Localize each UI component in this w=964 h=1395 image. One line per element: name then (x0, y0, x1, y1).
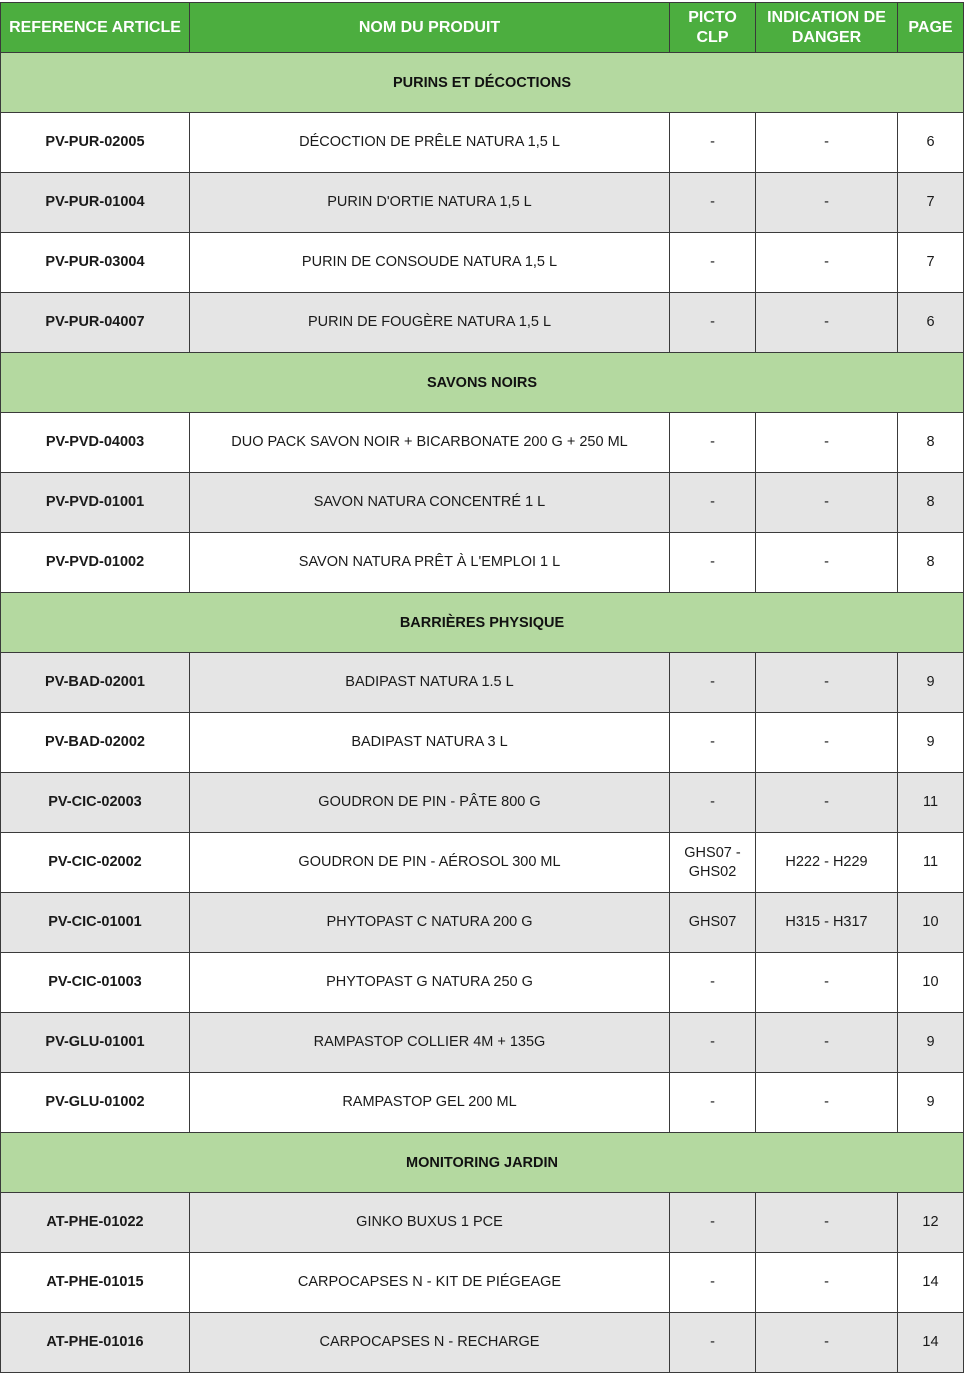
danger-indication-cell: - (756, 1253, 898, 1313)
danger-indication-cell: - (756, 773, 898, 833)
reference-cell: AT-PHE-01022 (1, 1193, 190, 1253)
header-reference: REFERENCE ARTICLE (1, 3, 190, 53)
reference-cell: PV-PVD-01002 (1, 533, 190, 593)
picto-clp-cell: - (670, 413, 756, 473)
product-name-cell: SAVON NATURA CONCENTRÉ 1 L (190, 473, 670, 533)
product-name-cell: CARPOCAPSES N - RECHARGE (190, 1313, 670, 1373)
page-cell: 14 (898, 1313, 964, 1373)
product-name-cell: GINKO BUXUS 1 PCE (190, 1193, 670, 1253)
product-name-cell: RAMPASTOP COLLIER 4M + 135G (190, 1013, 670, 1073)
section-title: BARRIÈRES PHYSIQUE (1, 593, 964, 653)
reference-cell: AT-PHE-01015 (1, 1253, 190, 1313)
product-name-cell: PHYTOPAST G NATURA 250 G (190, 953, 670, 1013)
danger-indication-cell: - (756, 113, 898, 173)
picto-clp-cell: - (670, 113, 756, 173)
product-name-cell: PHYTOPAST C NATURA 200 G (190, 893, 670, 953)
product-name-cell: CARPOCAPSES N - KIT DE PIÉGEAGE (190, 1253, 670, 1313)
table-header (1, 3, 964, 53)
picto-clp-cell: GHS07 - GHS02 (670, 833, 756, 893)
section-row (1, 353, 964, 413)
header-danger-indication: INDICATION DE DANGER (756, 3, 898, 53)
page-cell: 8 (898, 473, 964, 533)
product-name-cell: BADIPAST NATURA 1.5 L (190, 653, 670, 713)
page-cell: 10 (898, 893, 964, 953)
page-cell: 10 (898, 953, 964, 1013)
page-cell: 7 (898, 173, 964, 233)
reference-cell: PV-PVD-01001 (1, 473, 190, 533)
table-row (1, 293, 964, 353)
header-product-name: NOM DU PRODUIT (190, 3, 670, 53)
page-cell: 9 (898, 1013, 964, 1073)
picto-clp-cell: - (670, 1193, 756, 1253)
danger-indication-cell: - (756, 713, 898, 773)
page-cell: 6 (898, 293, 964, 353)
page-cell: 9 (898, 713, 964, 773)
table-row (1, 833, 964, 893)
picto-clp-cell: - (670, 713, 756, 773)
reference-cell: PV-CIC-02002 (1, 833, 190, 893)
product-name-cell: RAMPASTOP GEL 200 ML (190, 1073, 670, 1133)
picto-clp-cell: - (670, 653, 756, 713)
table-row (1, 173, 964, 233)
section-row (1, 1133, 964, 1193)
reference-cell: PV-BAD-02001 (1, 653, 190, 713)
reference-cell: PV-GLU-01002 (1, 1073, 190, 1133)
page-cell: 8 (898, 533, 964, 593)
table-row (1, 653, 964, 713)
reference-cell: PV-PVD-04003 (1, 413, 190, 473)
danger-indication-cell: - (756, 293, 898, 353)
picto-clp-cell: - (670, 233, 756, 293)
reference-cell: PV-CIC-02003 (1, 773, 190, 833)
picto-clp-cell: - (670, 1253, 756, 1313)
picto-clp-cell: - (670, 533, 756, 593)
picto-clp-cell: - (670, 773, 756, 833)
picto-clp-cell: - (670, 173, 756, 233)
danger-indication-cell: - (756, 1013, 898, 1073)
product-table (0, 2, 964, 1373)
section-row (1, 53, 964, 113)
danger-indication-cell: - (756, 653, 898, 713)
reference-cell: AT-PHE-01016 (1, 1313, 190, 1373)
danger-indication-cell: - (756, 413, 898, 473)
product-name-cell: SAVON NATURA PRÊT À L'EMPLOI 1 L (190, 533, 670, 593)
danger-indication-cell: H222 - H229 (756, 833, 898, 893)
product-name-cell: PURIN DE FOUGÈRE NATURA 1,5 L (190, 293, 670, 353)
table-row (1, 413, 964, 473)
page-cell: 7 (898, 233, 964, 293)
page-cell: 11 (898, 833, 964, 893)
table-row (1, 953, 964, 1013)
table-row (1, 233, 964, 293)
danger-indication-cell: - (756, 233, 898, 293)
table-body (1, 53, 964, 1373)
table-row (1, 893, 964, 953)
product-name-cell: GOUDRON DE PIN - AÉROSOL 300 ML (190, 833, 670, 893)
picto-clp-cell: - (670, 473, 756, 533)
danger-indication-cell: - (756, 473, 898, 533)
product-name-cell: PURIN D'ORTIE NATURA 1,5 L (190, 173, 670, 233)
section-title: SAVONS NOIRS (1, 353, 964, 413)
picto-clp-cell: - (670, 953, 756, 1013)
danger-indication-cell: H315 - H317 (756, 893, 898, 953)
page-cell: 14 (898, 1253, 964, 1313)
danger-indication-cell: - (756, 173, 898, 233)
danger-indication-cell: - (756, 1193, 898, 1253)
product-name-cell: DÉCOCTION DE PRÊLE NATURA 1,5 L (190, 113, 670, 173)
table-row (1, 473, 964, 533)
picto-clp-cell: GHS07 (670, 893, 756, 953)
danger-indication-cell: - (756, 1313, 898, 1373)
page-cell: 9 (898, 653, 964, 713)
table-row (1, 533, 964, 593)
section-row (1, 593, 964, 653)
reference-cell: PV-CIC-01003 (1, 953, 190, 1013)
section-title: PURINS ET DÉCOCTIONS (1, 53, 964, 113)
table-row (1, 713, 964, 773)
danger-indication-cell: - (756, 533, 898, 593)
page-cell: 6 (898, 113, 964, 173)
header-page: PAGE (898, 3, 964, 53)
reference-cell: PV-CIC-01001 (1, 893, 190, 953)
reference-cell: PV-PUR-03004 (1, 233, 190, 293)
picto-clp-cell: - (670, 1013, 756, 1073)
table-row (1, 1193, 964, 1253)
table-row (1, 113, 964, 173)
header-picto-clp: PICTO CLP (670, 3, 756, 53)
product-name-cell: GOUDRON DE PIN - PÂTE 800 G (190, 773, 670, 833)
table-row (1, 773, 964, 833)
reference-cell: PV-PUR-02005 (1, 113, 190, 173)
page-cell: 11 (898, 773, 964, 833)
header-row (1, 3, 964, 53)
page-cell: 9 (898, 1073, 964, 1133)
section-title: MONITORING JARDIN (1, 1133, 964, 1193)
danger-indication-cell: - (756, 953, 898, 1013)
table-row (1, 1253, 964, 1313)
page-cell: 8 (898, 413, 964, 473)
product-name-cell: PURIN DE CONSOUDE NATURA 1,5 L (190, 233, 670, 293)
reference-cell: PV-BAD-02002 (1, 713, 190, 773)
picto-clp-cell: - (670, 1073, 756, 1133)
picto-clp-cell: - (670, 293, 756, 353)
picto-clp-cell: - (670, 1313, 756, 1373)
page-cell: 12 (898, 1193, 964, 1253)
product-name-cell: BADIPAST NATURA 3 L (190, 713, 670, 773)
table-row (1, 1313, 964, 1373)
table-row (1, 1073, 964, 1133)
reference-cell: PV-GLU-01001 (1, 1013, 190, 1073)
danger-indication-cell: - (756, 1073, 898, 1133)
reference-cell: PV-PUR-04007 (1, 293, 190, 353)
product-name-cell: DUO PACK SAVON NOIR + BICARBONATE 200 G + 250 ML (190, 413, 670, 473)
table-row (1, 1013, 964, 1073)
reference-cell: PV-PUR-01004 (1, 173, 190, 233)
